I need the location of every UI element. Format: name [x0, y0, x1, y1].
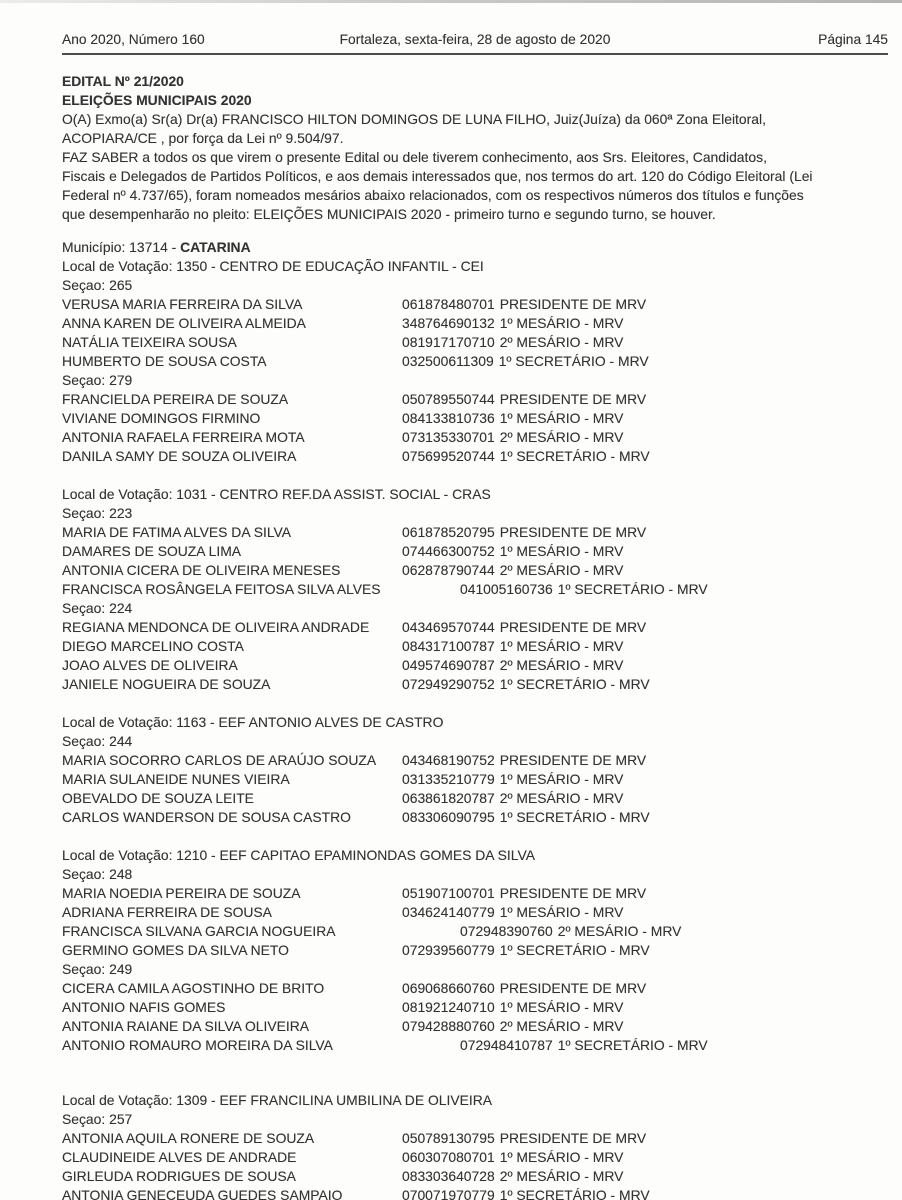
local-title: Local de Votação: 1350 - CENTRO DE EDUCAÇÃO INFANTIL - CEI [62, 258, 484, 274]
mesario-name: FRANCISCA ROSÂNGELA FEITOSA SILVA ALVES [62, 581, 381, 597]
secao-label: Seçao: 223 [62, 505, 133, 521]
mesario-titulo: 069068660760 [402, 980, 495, 996]
mesario-titulo: 074466300752 [402, 543, 495, 559]
mesario-titulo: 084133810736 [402, 410, 495, 426]
mesario-funcao: 1º MESÁRIO - MRV [499, 410, 624, 426]
mesario-row [62, 314, 888, 333]
mesario-funcao: 1º MESÁRIO - MRV [499, 999, 624, 1015]
mesario-row [62, 998, 888, 1017]
mesario-titulo: 050789550744 [402, 391, 495, 407]
mesario-name: FRANCIELDA PEREIRA DE SOUZA [62, 391, 289, 407]
mesario-name: ANTONIA RAIANE DA SILVA OLIVEIRA [62, 1018, 310, 1034]
mesario-row [62, 808, 888, 827]
mesario-funcao: PRESIDENTE DE MRV [499, 885, 647, 901]
mesario-name: ANTONIA AQUILA RONERE DE SOUZA [62, 1130, 315, 1146]
secao-group [62, 865, 888, 960]
mesario-funcao: 2º MESÁRIO - MRV [557, 923, 682, 939]
mesario-row [62, 1129, 888, 1148]
mesario-funcao: 1º MESÁRIO - MRV [499, 904, 624, 920]
edital-line: O(A) Exmo(a) Sr(a) Dr(a) FRANCISCO HILTON DOMINGOS DE LUNA FILHO, Juiz(Juíza) da 060ª Zona Eleitoral, [62, 111, 766, 127]
mesario-funcao: 2º MESÁRIO - MRV [499, 334, 624, 350]
municipio-name: CATARINA [180, 239, 251, 255]
mesarios [62, 751, 888, 827]
local-votacao-group [62, 713, 888, 827]
mesario-name: ANTONIA RAFAELA FERREIRA MOTA [62, 429, 305, 445]
mesario-name: MARIA DE FATIMA ALVES DA SILVA [62, 524, 292, 540]
mesario-titulo: 081921240710 [402, 999, 495, 1015]
mesario-funcao: 1º SECRETÁRIO - MRV [498, 353, 649, 369]
mesario-titulo: 081917170710 [402, 334, 495, 350]
edital-title: EDITAL Nº 21/2020 [62, 73, 184, 89]
mesario-funcao: 2º MESÁRIO - MRV [499, 562, 624, 578]
secao-label: Seçao: 279 [62, 372, 133, 388]
mesario-titulo: 043468190752 [402, 752, 495, 768]
mesario-row [62, 751, 888, 770]
mesario-name: ANTONIO ROMAURO MOREIRA DA SILVA [62, 1037, 333, 1053]
mesario-titulo: 072939560779 [402, 942, 495, 958]
mesario-funcao: PRESIDENTE DE MRV [499, 524, 647, 540]
mesarios [62, 523, 888, 599]
municipio-prefix: Município: 13714 - [62, 239, 181, 255]
mesario-funcao: PRESIDENTE DE MRV [499, 980, 647, 996]
mesario-funcao: 2º MESÁRIO - MRV [499, 790, 624, 806]
secao-label: Seçao: 257 [62, 1111, 133, 1127]
mesario-titulo: 348764690132 [402, 315, 495, 331]
mesario-name: NATÁLIA TEIXEIRA SOUSA [62, 334, 237, 350]
mesario-name: MARIA SULANEIDE NUNES VIEIRA [62, 771, 290, 787]
local-votacao-group [62, 1091, 888, 1200]
mesario-titulo: 049574690787 [402, 657, 495, 673]
mesario-name: ANTONIA GENECEUDA GUEDES SAMPAIO [62, 1187, 343, 1200]
secoes [62, 732, 888, 827]
mesario-row [62, 390, 888, 409]
mesario-titulo: 063861820787 [402, 790, 495, 806]
mesario-funcao: PRESIDENTE DE MRV [499, 296, 647, 312]
mesario-funcao: 1º SECRETÁRIO - MRV [499, 1187, 650, 1200]
mesario-titulo: 084317100787 [402, 638, 495, 654]
mesario-funcao: 2º MESÁRIO - MRV [499, 1018, 624, 1034]
mesario-row [62, 561, 888, 580]
mesario-row [62, 789, 888, 808]
mesario-row [62, 979, 888, 998]
mesario-row [62, 637, 888, 656]
mesario-titulo: 072948390760 [460, 923, 553, 939]
mesario-funcao: 1º MESÁRIO - MRV [499, 315, 624, 331]
mesario-name: OBEVALDO DE SOUZA LEITE [62, 790, 254, 806]
mesario-name: MARIA NOEDIA PEREIRA DE SOUZA [62, 885, 301, 901]
edital-line: ACOPIARA/CE , por força da Lei nº 9.504/97. [62, 130, 344, 146]
mesario-name: DANILA SAMY DE SOUZA OLIVEIRA [62, 448, 297, 464]
mesario-name: FRANCISCA SILVANA GARCIA NOGUEIRA [62, 923, 336, 939]
local-title: Local de Votação: 1210 - EEF CAPITAO EPAMINONDAS GOMES DA SILVA [62, 847, 535, 863]
mesario-titulo: 072949290752 [402, 676, 495, 692]
edital-line: Fiscais e Delegados de Partidos Políticos, e aos demais interessados que, nos termos do art. 120 do Código Eleitoral (Lei [62, 168, 813, 184]
mesario-name: REGIANA MENDONCA DE OLIVEIRA ANDRADE [62, 619, 370, 635]
mesario-name: CLAUDINEIDE ALVES DE ANDRADE [62, 1149, 297, 1165]
mesario-titulo: 062878790744 [402, 562, 495, 578]
mesario-funcao: 1º SECRETÁRIO - MRV [557, 1037, 708, 1053]
mesario-row [62, 656, 888, 675]
mesario-titulo: 075699520744 [402, 448, 495, 464]
mesario-funcao: PRESIDENTE DE MRV [499, 1130, 647, 1146]
secao-label: Seçao: 249 [62, 961, 133, 977]
mesario-row [62, 1017, 888, 1036]
mesario-titulo: 079428880760 [402, 1018, 495, 1034]
mesario-titulo: 083303640728 [402, 1168, 495, 1184]
mesario-name: VERUSA MARIA FERREIRA DA SILVA [62, 296, 303, 312]
local-title: Local de Votação: 1163 - EEF ANTONIO ALVES DE CASTRO [62, 714, 444, 730]
mesario-name: DIEGO MARCELINO COSTA [62, 638, 244, 654]
mesario-funcao: PRESIDENTE DE MRV [499, 619, 647, 635]
mesario-funcao: 1º SECRETÁRIO - MRV [557, 581, 708, 597]
mesario-titulo: 060307080701 [402, 1149, 495, 1165]
mesario-row [62, 333, 888, 352]
mesario-name: HUMBERTO DE SOUSA COSTA [62, 353, 267, 369]
mesarios [62, 618, 888, 694]
secao-group [62, 504, 888, 599]
local-title: Local de Votação: 1031 - CENTRO REF.DA ASSIST. SOCIAL - CRAS [62, 486, 491, 502]
mesario-row [62, 1167, 888, 1186]
mesario-row [62, 1148, 888, 1167]
mesario-titulo: 034624140779 [402, 904, 495, 920]
mesarios [62, 979, 888, 1055]
page-header [62, 31, 888, 48]
mesarios [62, 884, 888, 960]
mesario-funcao: 1º MESÁRIO - MRV [499, 543, 624, 559]
mesario-row [62, 580, 888, 599]
mesario-funcao: 2º MESÁRIO - MRV [499, 657, 624, 673]
edital-line: FAZ SABER a todos os que virem o presente Edital ou dele tiverem conhecimento, aos Srs. Eleitores, Candidatos, [62, 149, 767, 165]
mesario-titulo: 041005160736 [460, 581, 553, 597]
mesario-funcao: 1º SECRETÁRIO - MRV [499, 448, 650, 464]
mesario-funcao: 1º MESÁRIO - MRV [499, 771, 624, 787]
mesario-titulo: 051907100701 [402, 885, 495, 901]
edital-line: Federal nº 4.737/65), foram nomeados mesários abaixo relacionados, com os respectivos números dos títulos e funções [62, 187, 804, 203]
mesario-titulo: 050789130795 [402, 1130, 495, 1146]
mesario-name: ADRIANA FERREIRA DE SOUSA [62, 904, 272, 920]
mesario-titulo: 032500611309 [402, 353, 494, 369]
mesario-titulo: 061878520795 [402, 524, 495, 540]
mesario-row [62, 770, 888, 789]
local-title: Local de Votação: 1309 - EEF FRANCILINA UMBILINA DE OLIVEIRA [62, 1092, 493, 1108]
mesario-funcao: 1º MESÁRIO - MRV [499, 1149, 624, 1165]
mesario-row [62, 1036, 888, 1055]
mesario-name: JANIELE NOGUEIRA DE SOUZA [62, 676, 271, 692]
secao-label: Seçao: 224 [62, 600, 133, 616]
mesario-row [62, 523, 888, 542]
document-content [62, 72, 888, 1200]
mesario-row [62, 352, 888, 371]
mesario-row [62, 409, 888, 428]
mesario-row [62, 1186, 888, 1200]
mesario-funcao: 1º SECRETÁRIO - MRV [499, 676, 650, 692]
mesario-titulo: 072948410787 [460, 1037, 553, 1053]
secao-group [62, 960, 888, 1055]
local-votacao-group [62, 846, 888, 1055]
secao-group [62, 371, 888, 466]
edital-lines [62, 110, 888, 224]
mesario-name: CARLOS WANDERSON DE SOUSA CASTRO [62, 809, 351, 825]
mesario-funcao: 2º MESÁRIO - MRV [499, 1168, 624, 1184]
secoes [62, 865, 888, 1055]
header-rule [62, 53, 888, 55]
mesario-funcao: PRESIDENTE DE MRV [499, 391, 647, 407]
municipio-line [62, 238, 888, 257]
mesario-titulo: 070071970779 [402, 1187, 495, 1200]
mesario-name: GIRLEUDA RODRIGUES DE SOUSA [62, 1168, 296, 1184]
mesario-name: CICERA CAMILA AGOSTINHO DE BRITO [62, 980, 325, 996]
mesario-titulo: 031335210779 [402, 771, 495, 787]
secao-group [62, 732, 888, 827]
edital-subtitle: ELEIÇÕES MUNICIPAIS 2020 [62, 92, 252, 108]
mesario-row [62, 903, 888, 922]
mesario-funcao: 1º MESÁRIO - MRV [499, 638, 624, 654]
local-votacao-group [62, 485, 888, 694]
local-votacao-group [62, 257, 888, 466]
mesario-name: GERMINO GOMES DA SILVA NETO [62, 942, 289, 958]
secoes [62, 1110, 888, 1200]
mesarios [62, 1129, 888, 1200]
edital-line: que desempenharão no pleito: ELEIÇÕES MUNICIPAIS 2020 - primeiro turno e segundo turno, se houver. [62, 206, 716, 222]
mesario-row [62, 542, 888, 561]
mesarios [62, 295, 888, 371]
secoes [62, 504, 888, 694]
mesario-name: JOAO ALVES DE OLIVEIRA [62, 657, 238, 673]
header-date-place: Fortaleza, sexta-feira, 28 de agosto de 2020 [339, 32, 611, 47]
mesario-titulo: 073135330701 [402, 429, 495, 445]
mesario-row [62, 675, 888, 694]
mesario-titulo: 061878480701 [402, 296, 495, 312]
mesarios [62, 390, 888, 466]
header-page-number: Página 145 [818, 32, 888, 47]
mesario-row [62, 428, 888, 447]
mesario-name: ANNA KAREN DE OLIVEIRA ALMEIDA [62, 315, 306, 331]
mesario-row [62, 922, 888, 941]
mesario-titulo: 043469570744 [402, 619, 495, 635]
secoes [62, 276, 888, 466]
mesario-name: VIVIANE DOMINGOS FIRMINO [62, 410, 261, 426]
mesario-funcao: PRESIDENTE DE MRV [499, 752, 647, 768]
secao-label: Seçao: 244 [62, 733, 133, 749]
mesario-row [62, 295, 888, 314]
header-edition: Ano 2020, Número 160 [62, 32, 205, 47]
mesario-name: DAMARES DE SOUZA LIMA [62, 543, 242, 559]
mesario-name: MARIA SOCORRO CARLOS DE ARAÚJO SOUZA [62, 752, 377, 768]
scan-top-edge-artifact [0, 0, 902, 3]
secao-group [62, 599, 888, 694]
mesario-funcao: 1º SECRETÁRIO - MRV [499, 942, 650, 958]
secao-label: Seçao: 248 [62, 866, 133, 882]
mesario-name: ANTONIA CICERA DE OLIVEIRA MENESES [62, 562, 341, 578]
mesario-titulo: 083306090795 [402, 809, 495, 825]
mesario-row [62, 447, 888, 466]
mesario-row [62, 618, 888, 637]
mesario-funcao: 2º MESÁRIO - MRV [499, 429, 624, 445]
mesario-funcao: 1º SECRETÁRIO - MRV [499, 809, 650, 825]
mesario-row [62, 941, 888, 960]
mesario-name: ANTONIO NAFIS GOMES [62, 999, 226, 1015]
secao-group [62, 276, 888, 371]
mesario-row [62, 884, 888, 903]
locais [62, 257, 888, 1200]
secao-label: Seçao: 265 [62, 277, 133, 293]
secao-group [62, 1110, 888, 1200]
